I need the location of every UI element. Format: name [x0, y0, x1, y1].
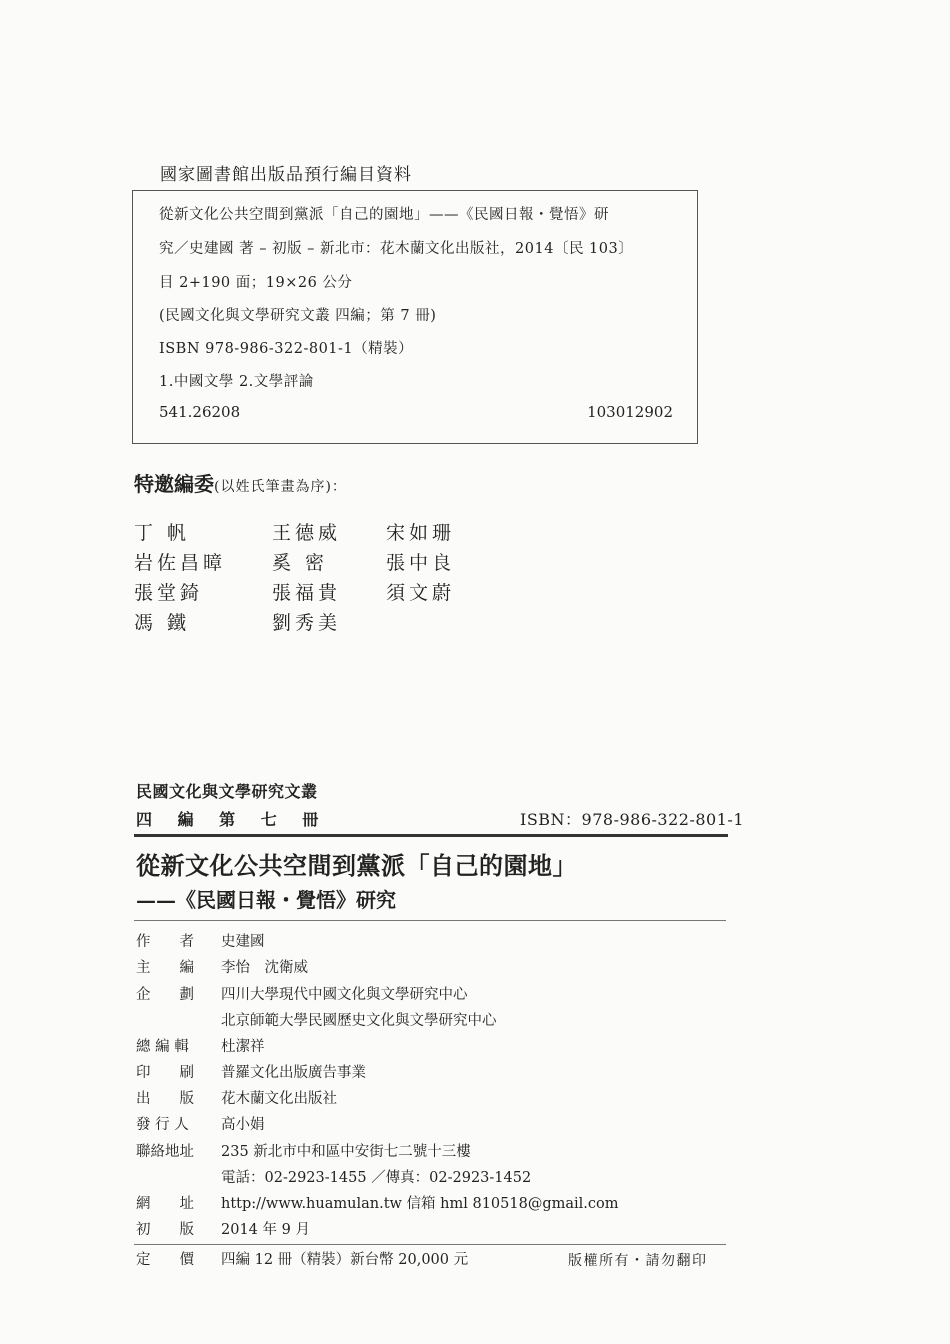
credit-value: 電話：02-2923-1455 ／傳真：02-2923-1452 — [221, 1170, 532, 1186]
book-title: 從新文化公共空間到黨派「自己的園地」 — [136, 851, 577, 880]
committee-note: (以姓氏筆畫為序)： — [214, 479, 347, 495]
committee-member: 王德威 — [272, 522, 342, 544]
credit-label: 初 版 — [136, 1222, 194, 1238]
committee-member: 丁 帆 — [134, 522, 191, 544]
cip-line: 究／史建國 著 – 初版 – 新北市：花木蘭文化出版社，2014〔民 103〕 — [159, 241, 634, 257]
committee-member: 劉秀美 — [272, 612, 342, 634]
committee-member: 張堂錡 — [134, 582, 204, 604]
credit-value: 四編 12 冊（精裝）新台幣 20,000 元 — [221, 1252, 469, 1268]
cip-line: 從新文化公共空間到黨派「自己的園地」——《民國日報・覺悟》研 — [159, 207, 609, 223]
credit-value: 高小娟 — [221, 1117, 265, 1133]
credit-label: 企 劃 — [136, 987, 194, 1003]
credit-label: 作 者 — [136, 934, 194, 950]
cip-line: 目 2+190 面；19×26 公分 — [159, 275, 353, 291]
committee-member: 岩佐昌暲 — [134, 552, 227, 574]
cip-line: 1.中國文學 2.文學評論 — [159, 374, 314, 390]
credit-label: 出 版 — [136, 1091, 194, 1107]
copyright-notice: 版權所有・請勿翻印 — [568, 1253, 708, 1269]
committee-member: 宋如珊 — [386, 522, 456, 544]
cip-record-box — [132, 190, 698, 444]
cip-classification-number: 541.26208 — [159, 403, 241, 421]
committee-title: 特邀編委 — [134, 472, 214, 496]
credit-value: 普羅文化出版廣告事業 — [221, 1065, 366, 1081]
credit-label: 印 刷 — [136, 1065, 194, 1081]
committee-heading — [134, 468, 347, 497]
credit-label: 網 址 — [136, 1196, 194, 1212]
credit-label: 聯絡地址 — [136, 1144, 194, 1160]
cip-heading: 國家圖書館出版品預行編目資料 — [160, 165, 412, 185]
committee-member: 張中良 — [386, 552, 456, 574]
credit-label: 總 編 輯 — [136, 1039, 189, 1055]
series-name: 民國文化與文學研究文叢 — [136, 782, 318, 801]
credit-label: 定 價 — [136, 1252, 194, 1268]
credit-label: 發 行 人 — [136, 1117, 189, 1133]
committee-member: 奚 密 — [272, 552, 329, 574]
divider — [134, 1244, 726, 1245]
credit-value: 花木蘭文化出版社 — [221, 1091, 337, 1107]
credit-value: 北京師範大學民國歷史文化與文學研究中心 — [221, 1013, 497, 1029]
committee-member: 馮 鐵 — [134, 612, 191, 634]
credit-label: 主 編 — [136, 960, 194, 976]
credit-value: 235 新北市中和區中安街七二號十三樓 — [221, 1144, 471, 1160]
cip-record-number: 103012902 — [587, 403, 673, 421]
cip-line: ISBN 978-986-322-801-1（精裝） — [159, 341, 414, 357]
cip-line: (民國文化與文學研究文叢 四編；第 7 冊) — [159, 308, 437, 324]
isbn: ISBN：978-986-322-801-1 — [520, 810, 745, 829]
credit-value: 李怡 沈衛威 — [221, 960, 308, 976]
divider — [134, 920, 726, 921]
credit-value: 2014 年 9 月 — [221, 1222, 310, 1238]
credit-value: http://www.huamulan.tw 信箱 hml 810518@gmail.com — [221, 1196, 619, 1212]
committee-member: 須文蔚 — [386, 582, 456, 604]
credit-value: 史建國 — [221, 934, 265, 950]
committee-member: 張福貴 — [272, 582, 342, 604]
credit-value: 杜潔祥 — [221, 1039, 265, 1055]
book-subtitle: ——《民國日報・覺悟》研究 — [136, 888, 396, 912]
credit-value: 四川大學現代中國文化與文學研究中心 — [221, 987, 468, 1003]
series-volume: 四 編 第 七 冊 — [136, 810, 329, 829]
divider — [134, 834, 728, 837]
